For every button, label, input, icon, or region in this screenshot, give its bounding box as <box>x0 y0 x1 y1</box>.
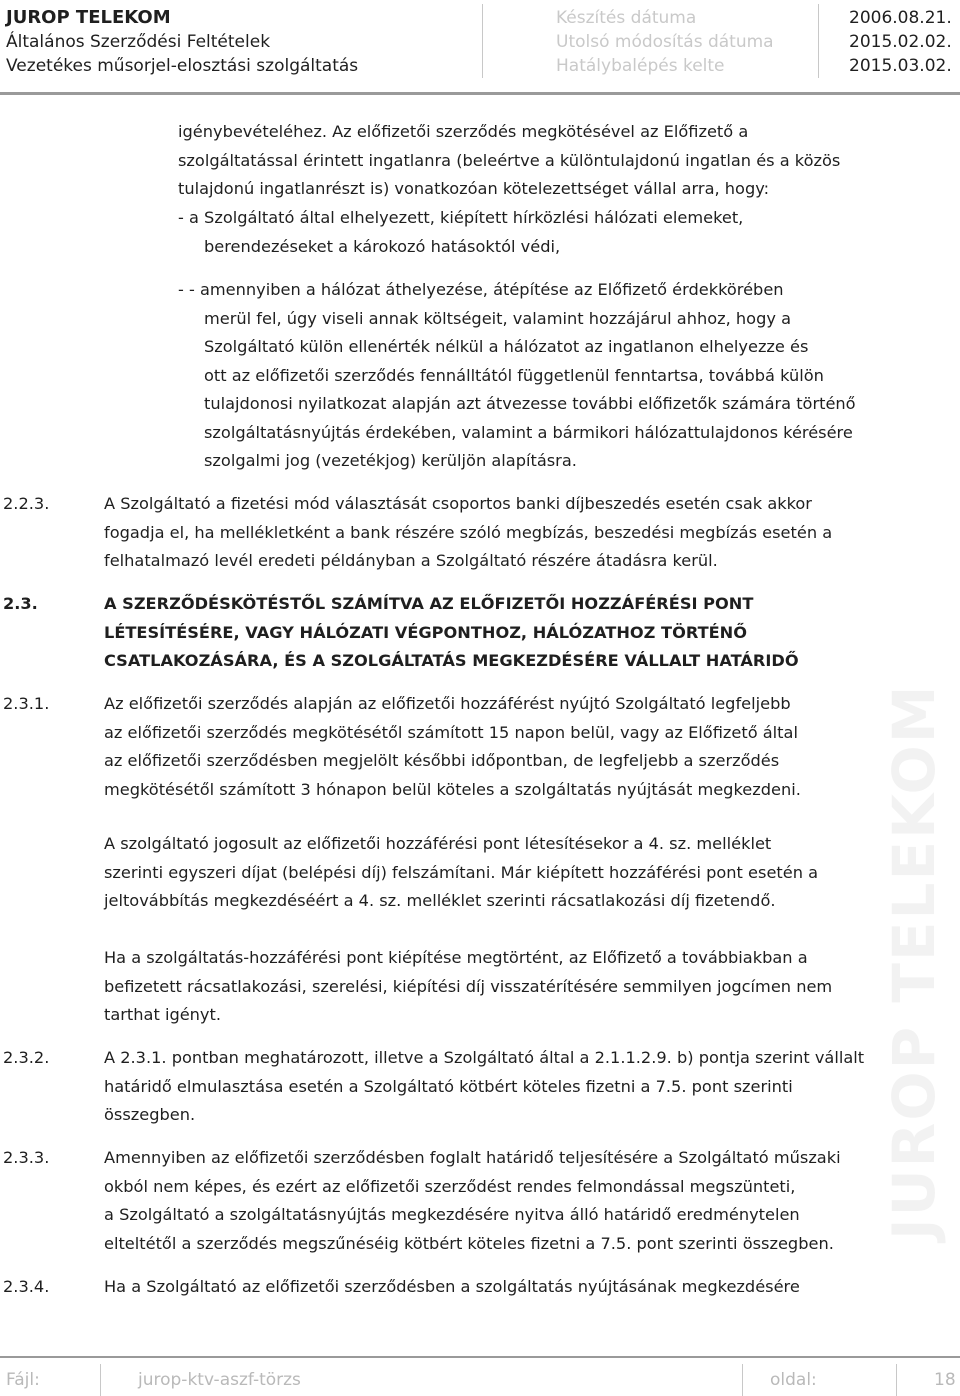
text-line: igénybevételéhez. Az előfizetői szerződés megkötésével az Előfizető a <box>178 122 749 141</box>
text-line: berendezéseket a károkozó hatásoktól védi, <box>204 236 561 256</box>
header-date-labels <box>556 6 774 78</box>
text-line: tarthat igényt. <box>104 1005 222 1024</box>
text-line: a Szolgáltató a szolgáltatásnyújtás megkezdésére nyitva álló határidő eredménytelen <box>104 1205 800 1224</box>
bullet-item <box>178 276 856 476</box>
text-line: Ha a szolgáltatás-hozzáférési pont kiépítése megtörtént, az Előfizető a továbbiakban a <box>104 948 808 967</box>
section-text <box>104 1144 841 1258</box>
heading-line: A SZERZŐDÉSKÖTÉSTŐL SZÁMÍTVA AZ ELŐFIZETŐI HOZZÁFÉRÉSI PONT <box>104 594 754 613</box>
created-date: 2006.08.21. <box>849 8 952 28</box>
footer-rule <box>0 1356 960 1358</box>
footer-divider <box>896 1364 897 1396</box>
modified-label: Utolsó módosítás dátuma <box>556 32 774 52</box>
company-name: JUROP TELEKOM <box>6 7 171 28</box>
text-line: fogadja el, ha mellékletként a bank részére szóló megbízás, beszedési megbízás esetén a <box>104 522 833 542</box>
text-line: jeltovábbítás megkezdéséért a 4. sz. melléklet szerinti rácsatlakozási díj fizetendő. <box>104 891 776 910</box>
text-line: Ha a Szolgáltató az előfizetői szerződésben a szolgáltatás nyújtásának megkezdésére <box>104 1277 800 1296</box>
text-line: ott az előfizetői szerződés fennálltától függetlenül fenntartsa, továbbá külön <box>204 365 824 385</box>
text-line: Amennyiben az előfizetői szerződésben foglalt határidő teljesítésére a Szolgáltató műszaki <box>104 1148 841 1167</box>
section-text <box>104 690 801 804</box>
section-number: 2.3.1. <box>3 694 50 713</box>
text-line: határidő elmulasztása esetén a Szolgáltató kötbért köteles fizetni a 7.5. pont szerinti <box>104 1076 793 1096</box>
section-number: 2.3.4. <box>3 1277 50 1296</box>
text-line: összegben. <box>104 1105 196 1124</box>
text-line: tulajdonú ingatlanrészt is) vonatkozóan kötelezettséget vállal arra, hogy: <box>178 179 770 198</box>
text-line: elteltétől a szerződés megszűnéséig kötbért köteles fizetni a 7.5. pont szerinti összegben. <box>104 1233 834 1253</box>
heading-line: CSATLAKOZÁSÁRA, ÉS A SZOLGÁLTATÁS MEGKEZDÉSÉRE VÁLLALT HATÁRIDŐ <box>104 651 799 670</box>
section-number: 2.3.3. <box>3 1148 50 1167</box>
document-subtitle: Vezetékes műsorjel-elosztási szolgáltatás <box>6 56 359 76</box>
bullet-item <box>178 204 743 261</box>
footer-divider <box>742 1364 743 1396</box>
text-line: Szolgáltató külön ellenérték nélkül a hálózatot az ingatlanon elhelyezze és <box>204 337 809 356</box>
header-date-values <box>849 6 952 78</box>
file-name: jurop-ktv-aszf-törzs <box>138 1370 301 1390</box>
text-line: szerinti egyszeri díjat (belépési díj) felszámítani. Már kiépített hozzáférési pont esetén a <box>104 862 819 882</box>
section-text <box>104 490 832 576</box>
footer-divider <box>100 1364 101 1396</box>
text-line: - - amennyiben a hálózat áthelyezése, átépítése az Előfizető érdekkörében <box>178 280 784 299</box>
header-titles <box>6 6 358 78</box>
text-line: merül fel, úgy viseli annak költségeit, valamint hozzájárul ahhoz, hogy a <box>204 308 791 328</box>
page-number: 18 <box>934 1370 956 1390</box>
section-number: 2.3.2. <box>3 1048 50 1067</box>
watermark: JUROP TELEKOM <box>880 683 948 1240</box>
document-title: Általános Szerződési Feltételek <box>6 32 271 52</box>
heading-line: LÉTESÍTÉSÉRE, VAGY HÁLÓZATI VÉGPONTHOZ, HÁLÓZATHOZ TÖRTÉNŐ <box>104 622 747 642</box>
section-text <box>104 944 832 1030</box>
header-divider <box>818 4 819 78</box>
header-rule <box>0 92 960 95</box>
text-line: - a Szolgáltató által elhelyezett, kiépített hírközlési hálózati elemeket, <box>178 208 744 227</box>
text-line: felhatalmazó levél eredeti példányban a Szolgáltató részére átadásra kerül. <box>104 551 718 570</box>
header-divider <box>482 4 483 78</box>
page-label: oldal: <box>770 1370 817 1390</box>
text-line: szolgalmi jog (vezetékjog) kerüljön alapításra. <box>204 451 577 470</box>
section-text <box>104 1273 800 1302</box>
text-line: okból nem képes, és ezért az előfizetői szerződést rendes felmondással megszünteti, <box>104 1176 796 1196</box>
page-header <box>0 0 960 92</box>
text-line: A 2.3.1. pontban meghatározott, illetve a Szolgáltató által a 2.1.1.2.9. b) pontja szerint vállalt <box>104 1048 865 1067</box>
text-line: megkötésétől számított 3 hónapon belül köteles a szolgáltatás nyújtását megkezdeni. <box>104 779 801 799</box>
section-text <box>104 830 818 916</box>
effective-label: Hatálybalépés kelte <box>556 56 725 76</box>
text-line: A szolgáltató jogosult az előfizetői hozzáférési pont létesítésekor a 4. sz. melléklet <box>104 834 772 853</box>
text-line: az előfizetői szerződésben megjelölt későbbi időpontban, de legfeljebb a szerződés <box>104 751 780 770</box>
section-number: 2.2.3. <box>3 494 50 513</box>
text-line: befizetett rácsatlakozási, szerelési, kiépítési díj visszatérítésére semmilyen jogcímen nem <box>104 976 833 996</box>
section-number: 2.3. <box>3 594 38 613</box>
modified-date: 2015.02.02. <box>849 32 952 52</box>
file-label: Fájl: <box>6 1370 40 1390</box>
section-text <box>104 1044 864 1130</box>
text-line: szolgáltatással érintett ingatlanra (beleértve a különtulajdonú ingatlan és a közös <box>178 150 841 170</box>
intro-paragraph <box>178 118 840 204</box>
text-line: az előfizetői szerződés megkötésétől számított 15 napon belül, vagy az Előfizető által <box>104 722 798 742</box>
section-heading <box>104 590 799 676</box>
text-line: szolgáltatásnyújtás érdekében, valamint a bármikori hálózattulajdonos kérésére <box>204 422 853 442</box>
created-label: Készítés dátuma <box>556 8 697 28</box>
effective-date: 2015.03.02. <box>849 56 952 76</box>
text-line: Az előfizetői szerződés alapján az előfizetői hozzáférést nyújtó Szolgáltató legfeljebb <box>104 694 791 713</box>
text-line: tulajdonosi nyilatkozat alapján azt átvezesse további előfizetők számára történő <box>204 394 856 413</box>
text-line: A Szolgáltató a fizetési mód választását csoportos banki díjbeszedés esetén csak akkor <box>104 494 812 513</box>
